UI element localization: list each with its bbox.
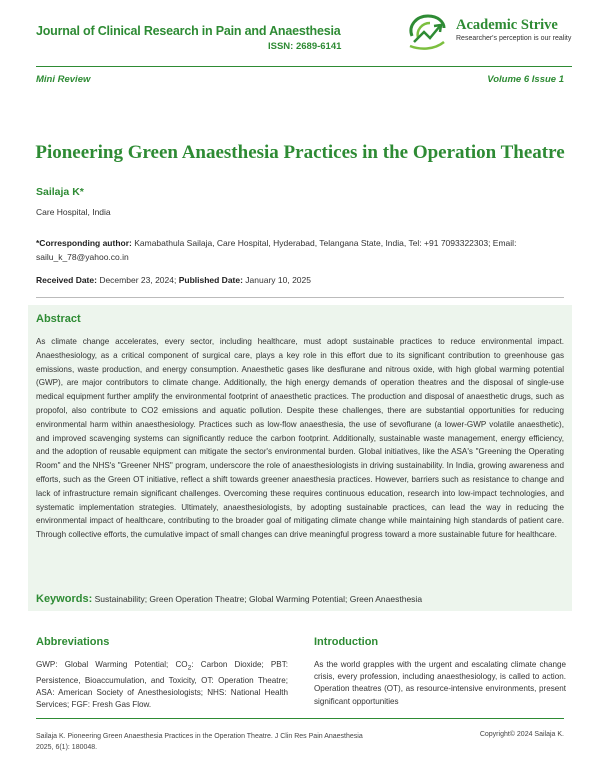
keywords-label: Keywords: bbox=[36, 593, 93, 605]
journal-title: Journal of Clinical Research in Pain and Anaesthesia bbox=[36, 24, 341, 38]
introduction-heading: Introduction bbox=[314, 636, 379, 648]
publisher-tagline: Researcher's perception is our reality bbox=[456, 35, 572, 42]
volume-issue: Volume 6 Issue 1 bbox=[487, 74, 564, 85]
divider bbox=[36, 297, 564, 298]
article-dates bbox=[36, 275, 311, 285]
issn: ISSN: 2689-6141 bbox=[268, 41, 342, 52]
paper-title: Pioneering Green Anaesthesia Practices in the Operation Theatre bbox=[35, 142, 565, 163]
author-affiliation: Care Hospital, India bbox=[36, 207, 111, 217]
co2-subscript: 2 bbox=[187, 664, 192, 672]
publisher-logo[interactable] bbox=[404, 12, 576, 52]
footer-rule bbox=[36, 718, 564, 719]
keywords bbox=[36, 593, 564, 605]
abbreviations-section bbox=[36, 636, 288, 711]
corresponding-details[interactable]: Kamabathula Sailaja, Care Hospital, Hyderabad, Telangana State, India, Tel: +91 7093322303; Email: sailu_k_78@yahoo.co.in bbox=[36, 238, 517, 262]
abbreviations-text-part1: GWP: Global Warming Potential; CO bbox=[36, 660, 188, 669]
abstract-text: As climate change accelerates, every sector, including healthcare, must adopt sustainable practices to reduce environmental impact. Anaesthesiology, as a critical component of surgical care, plays a key role in this effort due to its significant contribution to greenhouse gas emissions, waste production, and energy consumption. Anaesthetic gases like desflurane and nitrous oxide, with high global warming potential (GWP), are major contributors to climate change. Additionally, the high energy demands of operation theatres and the disposal of single-use medical equipment further amplify the environmental footprint of anaesthetic practices. The production and disposal of anaesthetic drugs, such as propofol, also contribute to CO2 emissions and aquatic pollution. Despite these challenges, there are substantial opportunities for reducing environmental harm within anaesthesiology. Practices such as low-flow anaesthesia, the use of sevoflurane (a lower-GWP volatile anaesthetic), and improved scavenging systems can significantly reduce the carbon footprint. Additionally, sustainable waste management, energy efficiency, and the adoption of reusable equipment can mitigate the sector's environmental burden. Global initiatives, like the ASA's "Greening the Operating Room" and the NHS's "Greener NHS" program, underscore the role of anaesthesiologists in driving sustainability. In India, growing awareness and efforts, such as the Green OT initiative, reflect a shift towards greener anaesthesia practices. However, barriers such as resistance to change and lack of infrastructure remain significant challenges. Overcoming these requires continuous education, research into low-impact technologies, and systematic implementation strategies. Ultimately, anaesthesiologists, by adopting sustainable practices, can lead the way in reducing the environmental impact of healthcare, contributing to the broader goal of mitigating climate change while maintaining high standards of patient care. Through collective efforts, the cumulative impact of small changes can drive meaningful progress toward a more sustainable future for healthcare. bbox=[36, 337, 564, 540]
abstract-box bbox=[28, 305, 572, 611]
article-type: Mini Review bbox=[36, 74, 91, 85]
received-label: Received Date: bbox=[36, 275, 97, 285]
received-date: December 23, 2024; bbox=[96, 275, 179, 285]
abbreviations-heading: Abbreviations bbox=[36, 636, 110, 648]
published-label: Published Date: bbox=[178, 275, 243, 285]
abbreviations-text bbox=[36, 659, 288, 711]
author-name[interactable]: Sailaja K* bbox=[36, 186, 84, 198]
header-rule bbox=[36, 66, 572, 67]
introduction-text: As the world grapples with the urgent and escalating climate change crisis, every profession, including anaesthesiology, is called to action. Operation theatres (OT), as resource-intensive environments, present significant opportunities bbox=[314, 660, 566, 706]
footer-copyright: Copyright© 2024 Sailaja K. bbox=[479, 731, 564, 738]
corresponding-author bbox=[36, 236, 564, 264]
footer-citation: Sailaja K. Pioneering Green Anaesthesia Practices in the Operation Theatre. J Clin Res Pain Anaesthesia 2025, 6(1): 180048. bbox=[36, 733, 363, 751]
corresponding-label: *Corresponding author: bbox=[36, 238, 132, 248]
published-date: January 10, 2025 bbox=[242, 275, 311, 285]
publisher-name: Academic Strive bbox=[456, 17, 558, 33]
abstract-heading: Abstract bbox=[36, 313, 81, 325]
abbreviations-text-part2: : Carbon Dioxide; PBT: Persistence, Bioaccumulation, and Toxicity, OT: Operation Theatre; ASA: American Society of Anesthesiologists; NHS: National Health Services; FGF: Fresh Gas Flow. bbox=[36, 660, 288, 710]
keywords-text: Sustainability; Green Operation Theatre; Global Warming Potential; Green Anaesthesia bbox=[92, 594, 423, 604]
academic-strive-logo-icon bbox=[404, 12, 450, 52]
introduction-section bbox=[314, 636, 566, 708]
